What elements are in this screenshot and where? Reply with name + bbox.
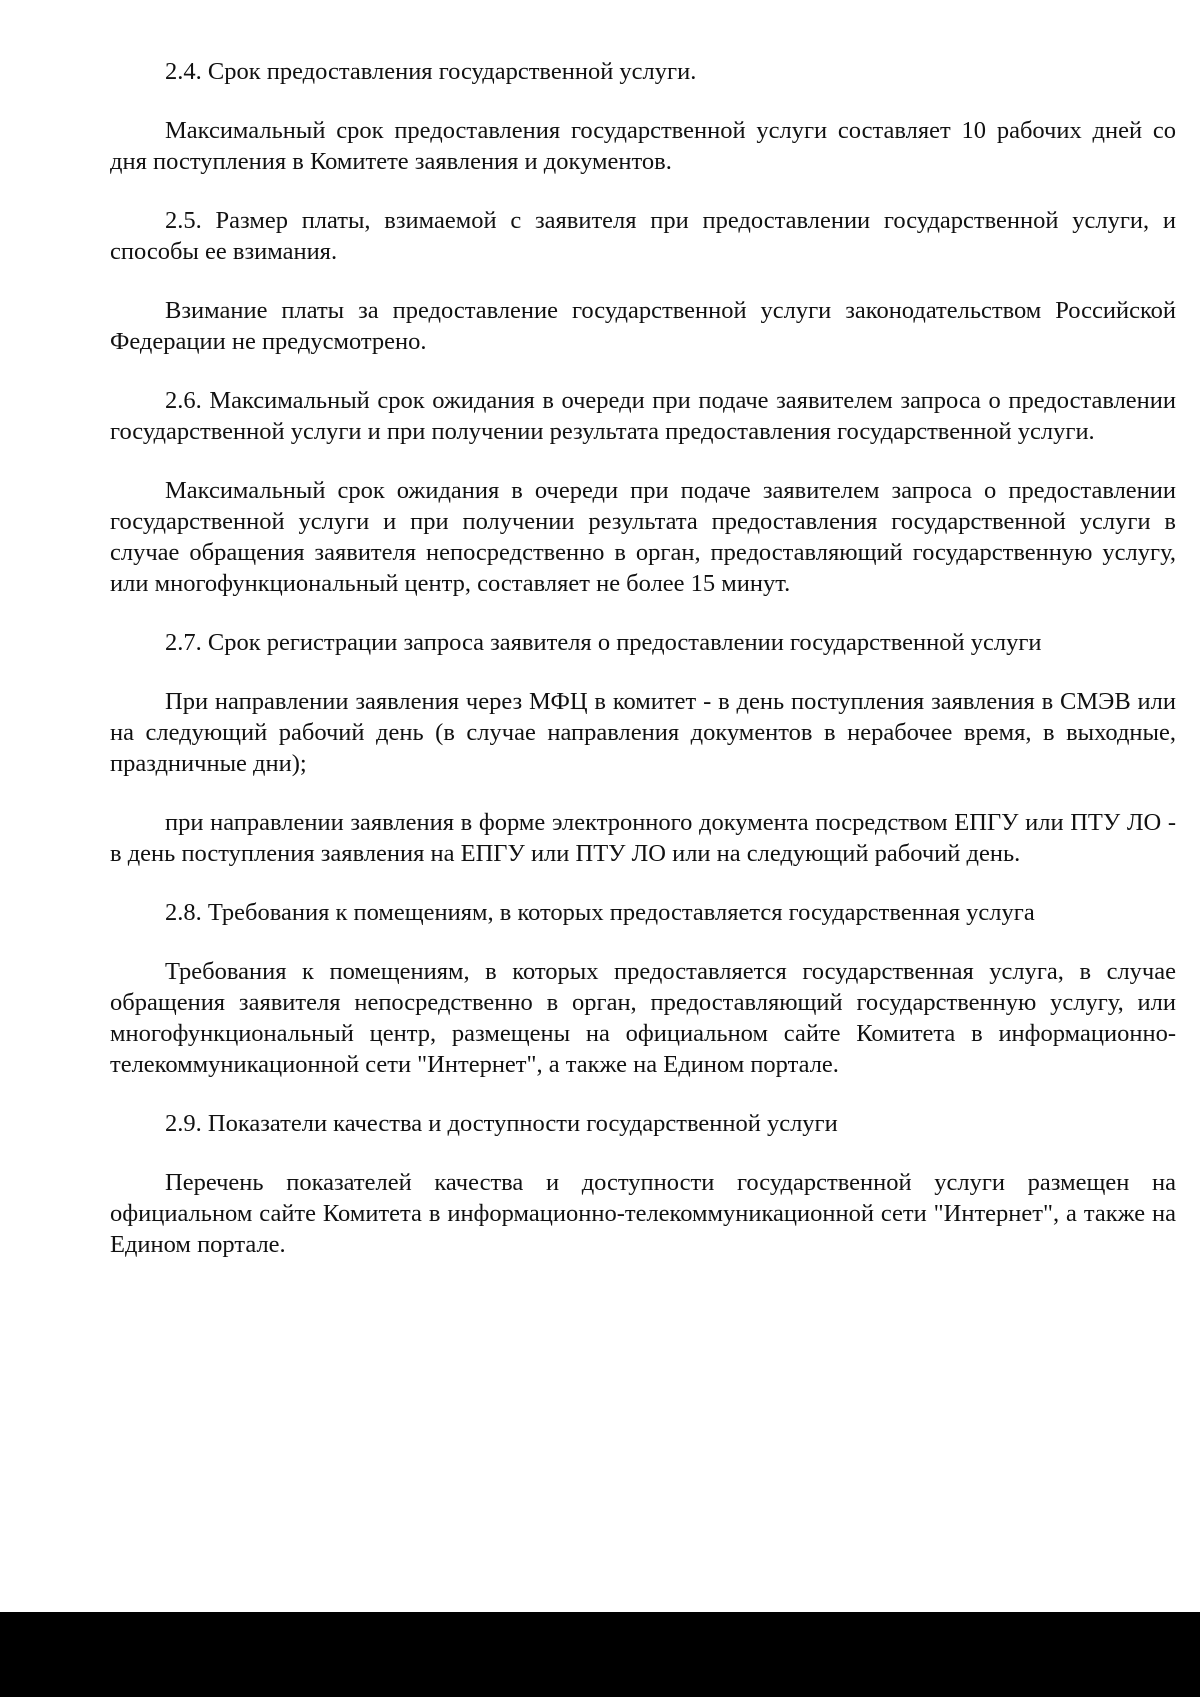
section-2-8-heading: 2.8. Требования к помещениям, в которых предоставляется государственная услуга [165,899,1035,926]
section-2-5-heading: 2.5. Размер платы, взимаемой с заявителя при предоставлении государственной услуги, и способы ее взимания. [110,207,1176,265]
section-2-7-text-epgu: при направлении заявления в форме электронного документа посредством ЕПГУ или ПТУ ЛО - в день поступления заявления на ЕПГУ или ПТУ ЛО или на следующий рабочий день. [110,809,1176,867]
section-2-9-text: Перечень показателей качества и доступности государственной услуги размещен на официальном сайте Комитета в информационно-телекоммуникационной сети "Интернет", а также на Едином портале. [110,1169,1176,1258]
section-2-8-text: Требования к помещениям, в которых предоставляется государственная услуга, в случае обращения заявителя непосредственно в орган, предоставляющий государственную услугу, или многофункциональный центр, размещены на официальном сайте Комитета в информационно-телекоммуникационной сети "Интернет", а также на Едином портале. [110,958,1176,1078]
section-2-4-text: Максимальный срок предоставления государственной услуги составляет 10 рабочих дней со дня поступления в Комитете заявления и документов. [110,117,1176,175]
section-2-4-heading: 2.4. Срок предоставления государственной услуги. [165,58,697,85]
section-2-6-heading: 2.6. Максимальный срок ожидания в очереди при подаче заявителем запроса о предоставлении государственной услуги и при получении результата предоставления государственной услуги. [110,387,1176,445]
section-2-6-text: Максимальный срок ожидания в очереди при подаче заявителем запроса о предоставлении государственной услуги и при получении результата предоставления государственной услуги в случае обращения заявителя непосредственно в орган, предоставляющий государственную услугу, или многофункциональный центр, составляет не более 15 минут. [110,477,1176,597]
section-2-9-heading: 2.9. Показатели качества и доступности государственной услуги [165,1110,838,1137]
section-2-7-heading: 2.7. Срок регистрации запроса заявителя о предоставлении государственной услуги [165,629,1042,656]
scan-border [0,1612,1200,1697]
section-2-5-text: Взимание платы за предоставление государственной услуги законодательством Российской Федерации не предусмотрено. [110,297,1176,355]
section-2-7-text-mfc: При направлении заявления через МФЦ в комитет - в день поступления заявления в СМЭВ или на следующий рабочий день (в случае направления документов в нерабочее время, в выходные, праздничные дни); [110,688,1176,777]
